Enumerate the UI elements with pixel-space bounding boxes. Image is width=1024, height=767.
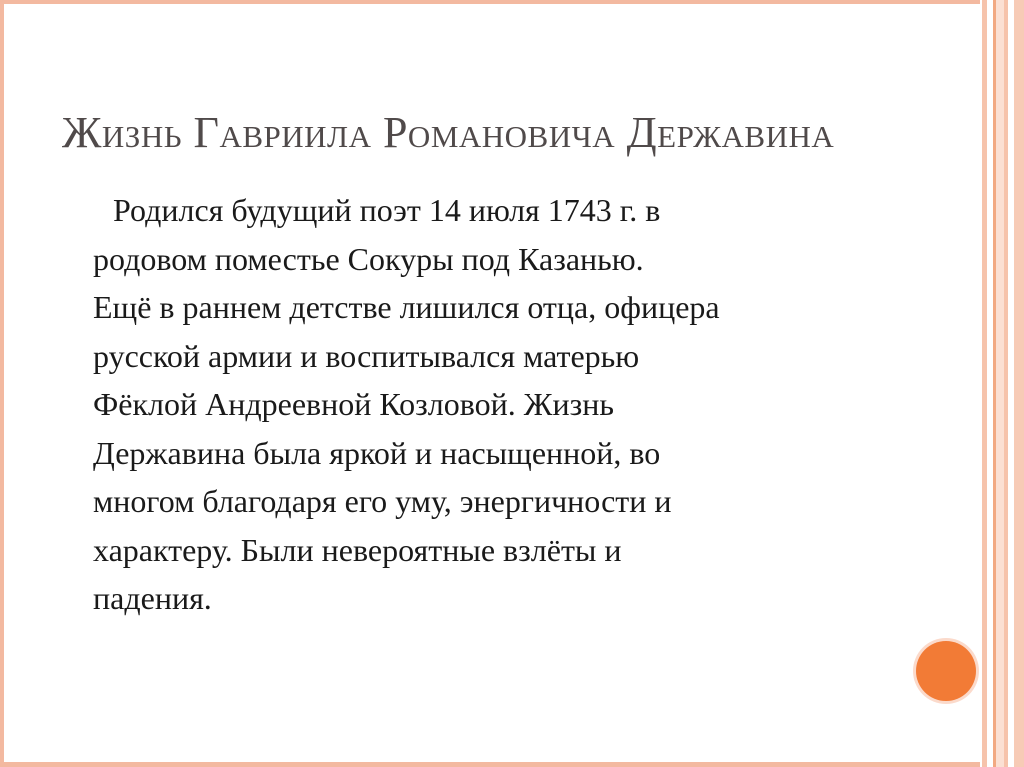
stripe [1014,0,1024,767]
decorative-stripes [980,0,1024,767]
orange-circle-decoration [916,641,976,701]
body-line: Родился будущий поэт 14 июля 1743 г. в [113,192,661,228]
slide-title: Жизнь Гавриила Романовича Державина [62,108,835,157]
slide-border-top [0,0,980,4]
body-line: Фёклой Андреевной Козловой. Жизнь [93,386,614,422]
body-line: Ещё в раннем детстве лишился отца, офицера [93,289,720,325]
body-line: русской армии и воспитывался матерью [93,337,640,374]
slide-border-bottom [0,762,980,767]
stripe [996,0,1004,767]
body-line: Державина была яркой и насыщенной, во [93,434,661,471]
slide-border-left [0,0,4,767]
body-line: многом благодаря его уму, энергичности и [93,483,672,519]
body-line: падения. [93,580,212,616]
body-line: родовом поместье Сокуры под Казанью. [93,240,644,277]
body-line: характеру. Были невероятные взлёты и [93,531,622,568]
slide-body-text [93,186,893,623]
